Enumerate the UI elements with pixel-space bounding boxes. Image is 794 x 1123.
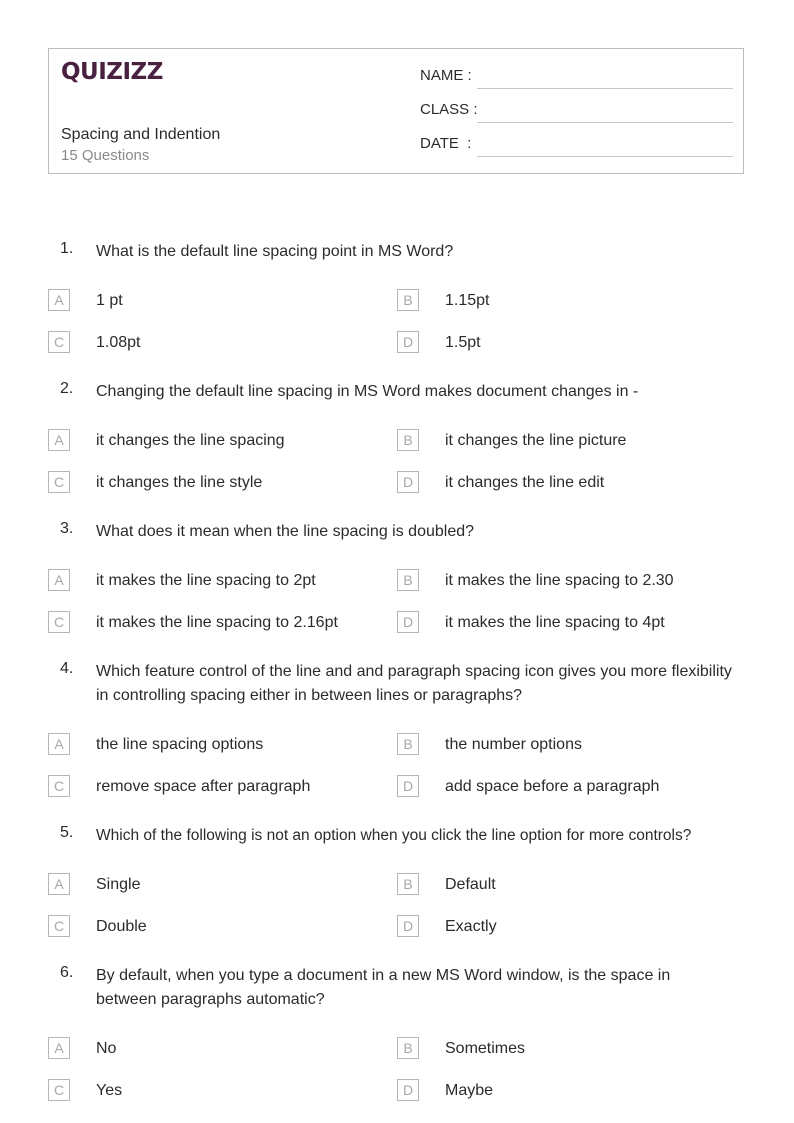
q4-option-a[interactable] — [48, 733, 388, 757]
q4-option-b[interactable] — [397, 733, 737, 757]
question-text: What is the default line spacing point in MS Word? — [96, 243, 454, 260]
q1-option-d[interactable] — [397, 331, 737, 355]
option-text: Single — [96, 876, 141, 893]
class-field[interactable] — [420, 101, 733, 123]
option-text: the line spacing options — [96, 736, 264, 753]
q1-option-b[interactable] — [397, 289, 737, 313]
q2-option-c[interactable] — [48, 471, 388, 495]
option-letter-box: C — [48, 471, 70, 493]
option-letter-box: A — [48, 289, 70, 311]
question-number: 4. — [60, 660, 74, 677]
option-letter-box: A — [48, 569, 70, 591]
option-text: add space before a paragraph — [445, 778, 660, 795]
option-letter-box: C — [48, 1079, 70, 1101]
q3-option-c[interactable] — [48, 611, 388, 635]
question-number: 1. — [60, 240, 74, 257]
question-text: What does it mean when the line spacing is doubled? — [96, 523, 475, 540]
option-text: it changes the line spacing — [96, 432, 285, 449]
option-letter-box: A — [48, 1037, 70, 1059]
question-number: 2. — [60, 380, 74, 397]
option-text: No — [96, 1040, 117, 1057]
option-letter-box: D — [397, 611, 419, 633]
question-number: 5. — [60, 824, 74, 841]
option-letter-box: B — [397, 873, 419, 895]
q2-option-b[interactable] — [397, 429, 737, 453]
option-letter-box: D — [397, 1079, 419, 1101]
option-text: Default — [445, 876, 496, 893]
option-letter-box: C — [48, 611, 70, 633]
quizizz-logo: QUIZIZZ — [61, 59, 163, 85]
option-letter-box: C — [48, 915, 70, 937]
q6-option-c[interactable] — [48, 1079, 388, 1103]
option-text: it makes the line spacing to 2pt — [96, 572, 316, 589]
question-number: 3. — [60, 520, 74, 537]
class-line[interactable] — [477, 122, 733, 123]
option-letter-box: A — [48, 429, 70, 451]
option-text: it changes the line picture — [445, 432, 627, 449]
worksheet-title: Spacing and Indention — [61, 126, 221, 143]
q5-option-b[interactable] — [397, 873, 737, 897]
q2-option-d[interactable] — [397, 471, 737, 495]
option-letter-box: D — [397, 471, 419, 493]
option-text: Double — [96, 918, 147, 935]
question-text: Which feature control of the line and and paragraph spacing icon gives you more flexibility in controlling spacing either in between lines or paragraphs? — [96, 663, 732, 704]
name-line[interactable] — [477, 88, 733, 89]
option-letter-box: C — [48, 775, 70, 797]
question-text: Changing the default line spacing in MS Word makes document changes in - — [96, 383, 639, 400]
option-text: it makes the line spacing to 2.30 — [445, 572, 674, 589]
q5-option-d[interactable] — [397, 915, 737, 939]
option-letter-box: B — [397, 569, 419, 591]
option-text: it changes the line style — [96, 474, 263, 491]
q1-option-c[interactable] — [48, 331, 388, 355]
option-letter-box: B — [397, 733, 419, 755]
question-text: Which of the following is not an option when you click the line option for more controls? — [96, 827, 692, 844]
name-field[interactable] — [420, 67, 733, 89]
option-letter-box: D — [397, 915, 419, 937]
option-text: Maybe — [445, 1082, 494, 1099]
q3-option-d[interactable] — [397, 611, 737, 635]
option-text: Sometimes — [445, 1040, 526, 1057]
q3-option-a[interactable] — [48, 569, 388, 593]
q3-option-b[interactable] — [397, 569, 737, 593]
name-label: NAME : — [420, 67, 472, 84]
date-field[interactable] — [420, 135, 733, 157]
option-letter-box: B — [397, 429, 419, 451]
option-text: it makes the line spacing to 4pt — [445, 614, 665, 631]
option-text: it changes the line edit — [445, 474, 605, 491]
option-letter-box: B — [397, 1037, 419, 1059]
option-text: it makes the line spacing to 2.16pt — [96, 614, 338, 631]
q5-option-a[interactable] — [48, 873, 388, 897]
option-text: 1 pt — [96, 292, 123, 309]
q2-option-a[interactable] — [48, 429, 388, 453]
question-count: 15 Questions — [61, 147, 150, 164]
option-letter-box: C — [48, 331, 70, 353]
q6-option-d[interactable] — [397, 1079, 737, 1103]
option-text: 1.5pt — [445, 334, 481, 351]
worksheet-header — [48, 48, 744, 174]
option-letter-box: B — [397, 289, 419, 311]
option-text: 1.15pt — [445, 292, 490, 309]
option-text: Yes — [96, 1082, 123, 1099]
question-text: By default, when you type a document in a new MS Word window, is the space in between paragraphs automatic? — [96, 967, 671, 1008]
q4-option-d[interactable] — [397, 775, 737, 799]
class-label: CLASS : — [420, 101, 478, 118]
option-letter-box: D — [397, 331, 419, 353]
q1-option-a[interactable] — [48, 289, 388, 313]
date-line[interactable] — [477, 156, 733, 157]
option-text: the number options — [445, 736, 582, 753]
option-letter-box: A — [48, 733, 70, 755]
date-label: DATE : — [420, 135, 472, 152]
q4-option-c[interactable] — [48, 775, 388, 799]
q6-option-b[interactable] — [397, 1037, 737, 1061]
option-letter-box: D — [397, 775, 419, 797]
question-number: 6. — [60, 964, 74, 981]
option-text: 1.08pt — [96, 334, 141, 351]
q6-option-a[interactable] — [48, 1037, 388, 1061]
option-letter-box: A — [48, 873, 70, 895]
option-text: Exactly — [445, 918, 497, 935]
q5-option-c[interactable] — [48, 915, 388, 939]
option-text: remove space after paragraph — [96, 778, 311, 795]
